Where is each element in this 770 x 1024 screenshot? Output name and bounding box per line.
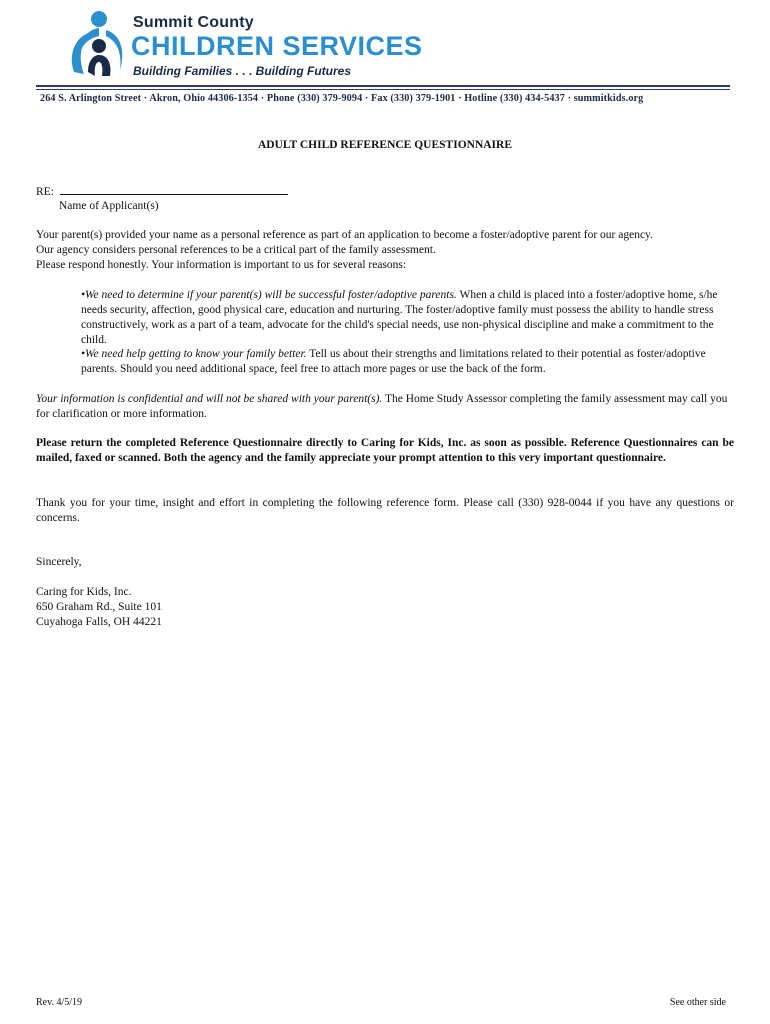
agency-logo-icon bbox=[66, 10, 128, 80]
applicant-name-blank[interactable] bbox=[60, 184, 288, 195]
revision-note: Rev. 4/5/19 bbox=[36, 997, 83, 1008]
thanks-paragraph: Thank you for your time, insight and effort in completing the following reference form. Please call (330) 928-0044 if you have any questions or concerns. bbox=[36, 497, 734, 524]
signature-line-2: 650 Graham Rd., Suite 101 bbox=[36, 601, 162, 613]
header-rule bbox=[36, 85, 730, 87]
reason-bullet-2 bbox=[81, 347, 733, 377]
reason-bullet-2-heading: •We need help getting to know your family better. bbox=[81, 348, 307, 360]
header-rule-thin bbox=[36, 89, 730, 90]
confidential-heading: Your information is confidential and will not be shared with your parent(s). bbox=[36, 393, 383, 405]
re-row bbox=[36, 184, 288, 200]
confidential-paragraph bbox=[36, 392, 736, 422]
intro-line-3: Please respond honestly. Your information is important to us for several reasons: bbox=[36, 259, 407, 271]
applicant-label: Name of Applicant(s) bbox=[59, 200, 159, 212]
intro-line-1: Your parent(s) provided your name as a personal reference as part of an application to become a foster/adoptive parent for our agency. bbox=[36, 229, 653, 241]
reason-bullet-1-text: When a child is placed into a foster/adoptive home, s/he needs security, affection, good physical care, education and nurturing. The foster/adoptive family must possess the ability to handle stress constructively, work as a part of a team, advocate for the child's special needs, use non-physical discipline and make a commitment to the child. bbox=[81, 289, 718, 346]
closing: Sincerely, bbox=[36, 556, 82, 568]
confidential-text: The Home Study Assessor completing the family assessment may call you for clarification or more information. bbox=[36, 393, 728, 420]
document-title: ADULT CHILD REFERENCE QUESTIONNAIRE bbox=[257, 139, 513, 151]
signature-line-3: Cuyahoga Falls, OH 44221 bbox=[36, 616, 162, 628]
reason-bullet-1-heading: •We need to determine if your parent(s) will be successful foster/adoptive parents. bbox=[81, 289, 457, 301]
see-other-side-note: See other side bbox=[669, 997, 726, 1008]
return-instructions: Please return the completed Reference Questionnaire directly to Caring for Kids, Inc. as soon as possible. Reference Questionnaires can be mailed, faxed or scanned. Both the agency and the family appreciate your prompt attention to this very important questionnaire. bbox=[36, 437, 734, 464]
intro-line-2: Our agency considers personal references to be a critical part of the family assessment. bbox=[36, 244, 436, 256]
re-label: RE: bbox=[36, 186, 54, 198]
contact-line: 264 S. Arlington Street · Akron, Ohio 44306-1354 · Phone (330) 379-9094 · Fax (330) 379-1901 · Hotline (330) 434-5437 · summitkids.org bbox=[40, 93, 644, 104]
signature-line-1: Caring for Kids, Inc. bbox=[36, 586, 132, 598]
org-name: CHILDREN SERVICES bbox=[131, 31, 423, 61]
org-tagline: Building Families . . . Building Futures bbox=[133, 64, 352, 78]
reason-bullet-2-text: Tell us about their strengths and limitations related to their potential as foster/adoptive parents. Should you need additional space, feel free to attach more pages or use the back of the form. bbox=[81, 348, 706, 375]
reason-bullet-1 bbox=[81, 288, 733, 348]
org-county: Summit County bbox=[133, 14, 254, 31]
